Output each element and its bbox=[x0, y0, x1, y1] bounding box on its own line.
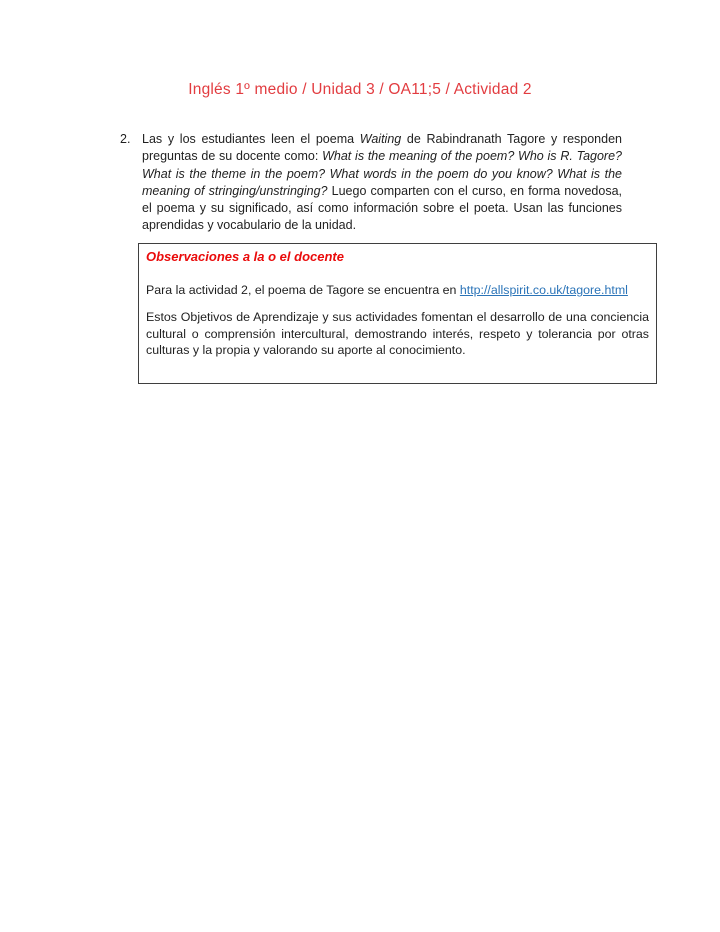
tagore-poem-link[interactable]: http://allspirit.co.uk/tagore.html bbox=[459, 283, 628, 297]
observations-resource-text: Para la actividad 2, el poema de Tagore se encuentra en bbox=[146, 283, 460, 297]
activity-item bbox=[120, 131, 622, 235]
teacher-observations-box bbox=[138, 243, 657, 384]
observations-heading: Observaciones a la o el docente bbox=[146, 249, 344, 264]
activity-paragraph-run: Luego comparten con el curso, en forma novedosa, el poema y su significado, así como información sobre el poeta. Usan las funciones aprendidas y vocabulario de la unidad. bbox=[142, 183, 622, 233]
page-title: Inglés 1º medio / Unidad 3 / OA11;5 / Actividad 2 bbox=[188, 81, 532, 98]
observations-paragraph-resource bbox=[146, 282, 649, 299]
activity-paragraph-run: Las y los estudiantes leen el poema bbox=[142, 132, 360, 146]
activity-paragraph-run-poem-title: Waiting bbox=[359, 132, 402, 146]
activity-paragraph bbox=[142, 131, 622, 235]
activity-paragraph-run: de Rabindranath Tagore y responden preguntas de su docente como: bbox=[142, 132, 622, 164]
activity-paragraph-run-questions: What is the meaning of the poem? Who is R. Tagore? What is the theme in the poem? What words in the poem do you know? What is the meaning of stringing/unstringing? bbox=[142, 149, 623, 198]
activity-number: 2. bbox=[120, 132, 131, 146]
observations-paragraph-objectives: Estos Objetivos de Aprendizaje y sus actividades fomentan el desarrollo de una conciencia cultural o comprensión intercultural, demostrando interés, respeto y tolerancia por otras culturas y la propia y valorando su aporte al conocimiento. bbox=[146, 309, 649, 358]
